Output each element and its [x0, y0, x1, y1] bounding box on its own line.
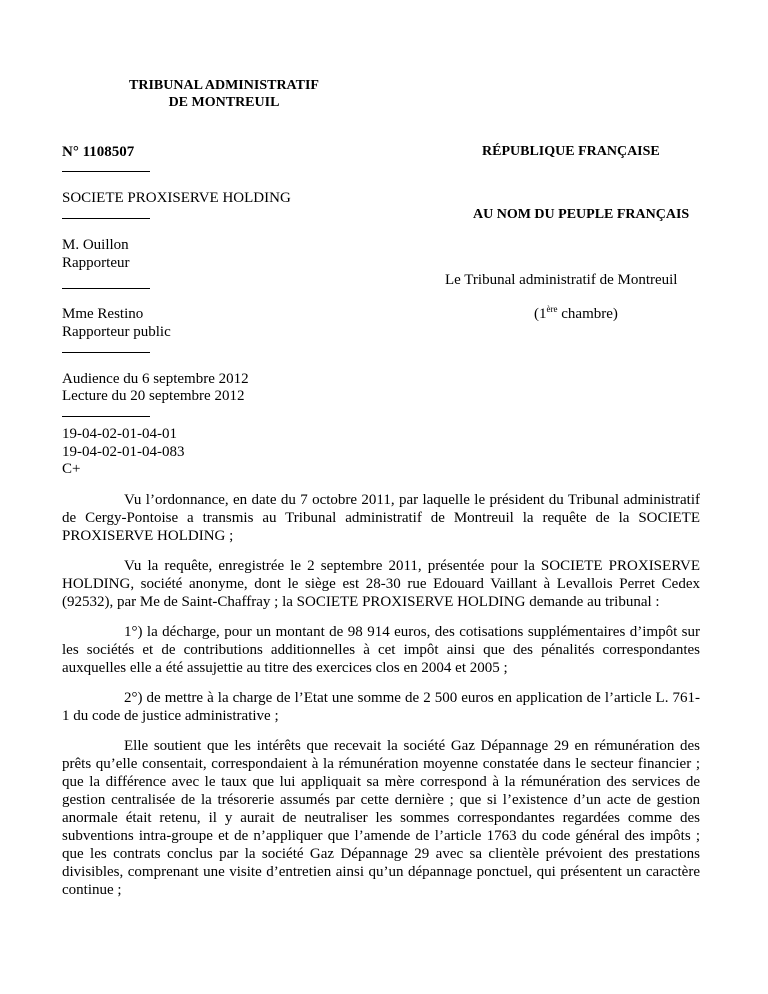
rapporteur-role: Rapporteur	[62, 255, 130, 271]
court-name-line2: DE MONTREUIL	[168, 95, 280, 110]
case-number: N° 1108507	[62, 144, 135, 160]
publication-code: C+	[62, 461, 81, 477]
divider	[62, 288, 150, 289]
body-text	[62, 491, 700, 911]
rapporteur-public-name: Mme Restino	[62, 306, 144, 322]
rapporteur-public-role: Rapporteur public	[62, 324, 171, 340]
paragraph: Elle soutient que les intérêts que recevait la société Gaz Dépannage 29 en rémunération des prêts qu’elle consentait, correspondaient à la rémunération moyenne constatée dans le secteur financier ; que la différence avec le taux que lui appliquait sa mère correspond à la rémunération des services de gestion centralisée de la trésorerie assumés par cette dernière ; que si l’existence d’un acte de gestion anormale était retenu, il y aurait de neutraliser les sommes correspondantes regardées comme des subventions intra-groupe et de n’appliquer que l’amende de l’article 1763 du code général des impôts ; que les contrats conclus par la société Gaz Dépannage 29 avec sa clientèle prévoient des prestations divisibles, comprenant une visite d’entretien ainsi qu’un dépannage ponctuel, qui présentent un caractère continue ;	[62, 738, 700, 898]
paragraph: 2°) de mettre à la charge de l’Etat une somme de 2 500 euros en application de l’article L. 761-1 du code de justice administrative ;	[62, 690, 700, 724]
party-name: SOCIETE PROXISERVE HOLDING	[62, 190, 291, 206]
chambre	[534, 305, 674, 323]
chambre-ordinal: ère	[546, 304, 558, 314]
tribunal-name: Le Tribunal administratif de Montreuil	[445, 272, 678, 288]
classification-code: 19-04-02-01-04-01	[62, 426, 177, 442]
court-header	[124, 77, 324, 111]
paragraph: Vu l’ordonnance, en date du 7 octobre 2011, par laquelle le président du Tribunal administratif de Cergy-Pontoise a transmis au Tribunal administratif de Montreuil la requête de la SOCIETE PROXISERVE HOLDING ;	[62, 492, 700, 544]
lecture-date: Lecture du 20 septembre 2012	[62, 388, 245, 404]
audience-date: Audience du 6 septembre 2012	[62, 371, 249, 387]
court-name-line1: TRIBUNAL ADMINISTRATIF	[129, 78, 319, 93]
divider	[62, 218, 150, 219]
divider	[62, 416, 150, 417]
divider	[62, 352, 150, 353]
republic-title: RÉPUBLIQUE FRANÇAISE	[482, 144, 660, 159]
rapporteur-name: M. Ouillon	[62, 237, 129, 253]
paragraph: Vu la requête, enregistrée le 2 septembre 2011, présentée pour la SOCIETE PROXISERVE HOLDING, société anonyme, dont le siège est 28-30 rue Edouard Vaillant à Levallois Perret Cedex (92532), par Me de Saint-Chaffray ; la SOCIETE PROXISERVE HOLDING demande au tribunal :	[62, 558, 700, 610]
chambre-text: chambre)	[557, 306, 618, 322]
classification-code: 19-04-02-01-04-083	[62, 444, 185, 460]
peuple-title: AU NOM DU PEUPLE FRANÇAIS	[473, 207, 690, 222]
paragraph: 1°) la décharge, pour un montant de 98 914 euros, des cotisations supplémentaires d’impôt sur les sociétés et de contributions additionnelles à cet impôt ainsi que des pénalités correspondantes auxquelles elle a été assujettie au titre des exercices clos en 2004 et 2005 ;	[62, 624, 700, 676]
chambre-open: (1	[534, 306, 547, 322]
divider	[62, 171, 150, 172]
